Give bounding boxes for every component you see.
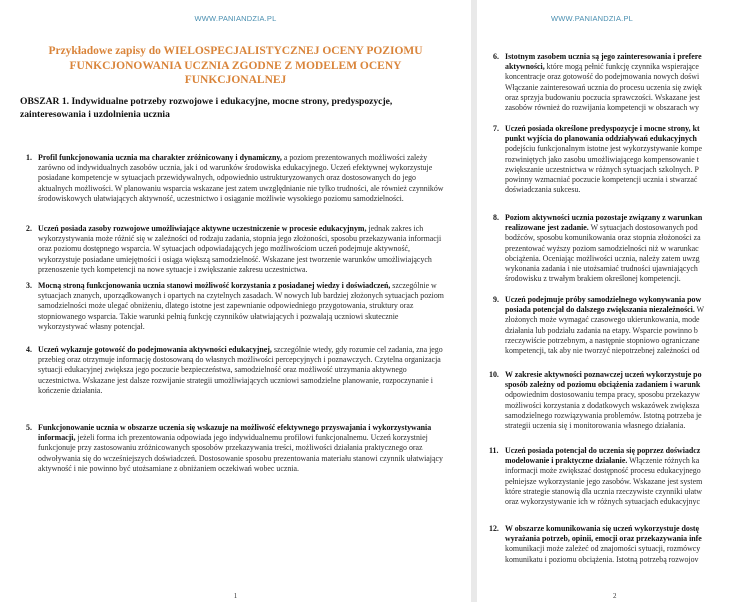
text-line	[505, 295, 750, 305]
document-title: Przykładowe zapisy do WIELOSPECJALISTYCZNEJ OCENY POZIOMU FUNKCJONOWANIA UCZNIA ZGODNE Z MODELEM OCENY FUNKCJONALNEJ	[48, 45, 423, 86]
text-line	[505, 555, 750, 565]
text-line	[505, 497, 750, 507]
item-lead: aktywności,	[505, 62, 545, 72]
text-line	[505, 233, 750, 243]
text-line	[505, 346, 750, 356]
item-number: 6.	[493, 52, 499, 61]
item-number: 2.	[26, 224, 32, 233]
item-text: prezentować wyższy poziom samodzielności niż w warunkac	[505, 243, 699, 253]
item-lead: W zakresie aktywności poznawczej uczeń wykorzystuje po	[505, 370, 702, 379]
text-line	[505, 477, 750, 487]
text-line	[505, 544, 750, 554]
item-text: które strategie stanowią dla ucznia rzeczywiste czynniki ułatw	[505, 486, 702, 496]
item-text: doświadczania sukcesu.	[505, 185, 581, 195]
text-line	[505, 185, 750, 195]
text-line	[505, 390, 750, 400]
item-text: pełniejsze wykorzystanie jego zasobów. Wskazane jest system	[505, 476, 703, 486]
item-text: Włączenie różnych ka	[627, 456, 700, 466]
document-page-2	[477, 0, 750, 602]
text-line	[505, 223, 750, 233]
item-number: 3.	[26, 281, 32, 290]
text-line	[505, 175, 750, 185]
text-line	[505, 103, 750, 113]
item-lead: Uczeń wykazuje gotowość do podejmowania aktywności edukacyjnej,	[38, 345, 272, 354]
item-lead: sposób zależny od poziomu obciążenia zadaniem i warunk	[505, 380, 701, 390]
text-line	[505, 254, 750, 264]
text-line	[505, 411, 750, 421]
item-lead: Poziom aktywności ucznia pozostaje związany z warunkan	[505, 213, 703, 222]
item-text: szczególnie wtedy, gdy rozumie cel zadania, zna jego przebieg oraz otrzymuje informację dostosowaną do własnych możliwości percepcyjnych i poznawczych. Czytelna organizacja sytuacji edukacyjnej zwiększa jego poczucie bezpieczeństwa, samodzielność oraz możliwość utrzymania aktywnego uczestnictwa. Wskazane jest dalsze rozwijanie strategii umożliwiających uczniowi samodzielne planowanie, rozpoczynanie i kończenie działania.	[38, 345, 443, 395]
item-text: zwiększanie uczestnictwa w różnych sytuacjach szkolnych. P	[505, 164, 699, 174]
text-line	[505, 244, 750, 254]
item-number: 11.	[489, 446, 499, 455]
item-text: koncentracje oraz gotowość do podejmowania nowych doświ	[505, 72, 700, 82]
item-text: szczególnie w sytuacjach znanych, uporządkowanych i opartych na czytelnych zasadach. W nowych lub bardziej złożonych sytuacjach poziom samodzielności może ulegać obniżeniu, dlatego istotne jest zapewnianie odpowiedniego przygotowania, struktury oraz stopniowanego wsparcia. Takie warunki pełnią funkcję czynników ułatwiających i pozwalają uczniowi skutecznie wykorzystywać własny potencjał.	[38, 281, 444, 331]
list-item	[26, 345, 446, 396]
item-text: zasobów również do rozwijania kompetencji w obszarach wy	[505, 103, 699, 113]
item-number: 7.	[493, 124, 499, 133]
text-line	[505, 456, 750, 466]
text-line	[505, 466, 750, 476]
item-text: które mogą pełnić funkcję czynnika wspierające	[544, 62, 699, 72]
item-lead: Uczeń posiada zasoby rozwojowe umożliwiające aktywne uczestniczenie w procesie edukacyjnym,	[38, 224, 367, 233]
list-item	[493, 124, 750, 195]
item-number: 1.	[26, 153, 32, 162]
list-item	[26, 224, 446, 275]
item-text: kompetencji, tak aby nie tworzyć niepotrzebnej zależności od	[505, 346, 700, 356]
item-text: oraz wykorzystywanie ich w różnych sytuacjach edukacyjnyc	[505, 497, 700, 507]
item-text: komunikatu i poziomu obciążenia. Istotną potrzebą rozwojov	[505, 554, 699, 564]
text-line	[505, 336, 750, 346]
item-lead: Uczeń podejmuje próby samodzielnego wykonywania pow	[505, 295, 702, 304]
item-text: W sytuacjach dostosowanych pod	[588, 223, 698, 233]
text-line	[505, 487, 750, 497]
list-item	[489, 446, 750, 507]
item-text: informacji może zwiększać dostępność procesu edukacyjnego	[505, 466, 701, 476]
item-text: powinny wzmacniać poczucie kompetencji ucznia i stwarzać	[505, 175, 698, 185]
text-line	[505, 274, 750, 284]
list-item	[26, 423, 446, 474]
item-text: środowisku z trwałym brakiem określonej kompetencji.	[505, 274, 681, 284]
list-item	[489, 370, 750, 431]
page-number: 2	[613, 592, 617, 600]
item-lead: realizowane jest zadanie.	[505, 223, 589, 233]
list-item	[489, 524, 750, 565]
text-line	[505, 380, 750, 390]
item-text: samodzielnego rozwiązywania problemów. Istotną potrzeba je	[505, 410, 702, 420]
text-line	[505, 315, 750, 325]
text-line	[505, 52, 750, 62]
item-lead: wyrażania potrzeb, opinii, emocji oraz przekazywania infe	[505, 534, 702, 544]
item-number: 8.	[493, 213, 499, 222]
text-line	[505, 421, 750, 431]
item-text: jeżeli forma ich prezentowania odpowiada jego indywidualnemu profilowi funkcjonalnemu. Uczeń korzystniej funkcjonuje przy zastosowaniu zróżnicowanych sposobów przekazywania treści, możliwości działania praktycznego oraz odwoływania się do wcześniejszych doświadczeń. Dostosowanie sposobu prezentowania materiału stanowi czynnik ułatwiający aktywność i nie powinno być utożsamiane z obniżaniem oczekiwań wobec ucznia.	[38, 433, 443, 473]
item-lead: posiada potencjał do dalszego zwiększania niezależności.	[505, 305, 695, 315]
item-text: jednak zakres ich wykorzystywania może różnić się w zależności od rodzaju zadania, stopnia jego złożoności, sposobu przekazywania informacji oraz poziomu dostępnego wsparcia. W sytuacjach odpowiadających jego możliwościom uczeń podejmuje aktywność, wykorzystuje posiadane umiejętności i osiąga większą samodzielność. Wskazane jest tworzenie warunków umożliwiających przenoszenie tych kompetencji na nowe sytuacje i zwiększanie zakresu uczestnictwa.	[38, 224, 442, 274]
text-line	[505, 326, 750, 336]
text-line	[505, 93, 750, 103]
item-lead: W obszarze komunikowania się uczeń wykorzystuje dostę	[505, 524, 700, 533]
text-line	[505, 155, 750, 165]
text-line	[505, 401, 750, 411]
item-text: Włączanie zainteresowań ucznia do procesu uczenia się zwięk	[505, 82, 702, 92]
page-number: 1	[233, 592, 238, 600]
text-line	[505, 370, 750, 380]
item-text: działania lub podziału zadania na etapy. Wsparcie powinno b	[505, 325, 698, 335]
item-text: W	[694, 305, 705, 315]
text-line	[505, 72, 750, 82]
item-lead: modelowanie i praktyczne działanie.	[505, 456, 628, 466]
text-line	[505, 446, 750, 456]
item-text: oraz sprzyja budowaniu poczucia sprawczości. Wskazane jest	[505, 92, 701, 102]
item-lead: punkt wyjścia do planowania oddziaływań edukacyjnych	[505, 134, 697, 144]
list-item	[26, 153, 446, 204]
list-item	[493, 213, 750, 284]
item-lead: Istotnym zasobem ucznia są jego zainteresowania i prefere	[505, 52, 702, 61]
site-header[interactable]: WWW.PANIANDZIA.PL	[551, 14, 634, 23]
text-line	[505, 264, 750, 274]
list-item	[26, 281, 446, 332]
text-line	[505, 534, 750, 544]
item-text: wykonania zadania i nie utożsamiać trudności ujawniających	[505, 264, 698, 274]
item-lead: Funkcjonowanie ucznia w obszarze uczenia się wskazuje na możliwość efektywnego przyswajania i wykorzystywania informacji,	[38, 423, 432, 443]
item-number: 12.	[489, 524, 499, 533]
item-text: rozwiniętych jako zasobu umożliwiającego kompensowanie t	[505, 154, 699, 164]
item-number: 4.	[26, 345, 32, 354]
item-text: komunikacji może zależeć od znajomości sytuacji, rozmówcy	[505, 544, 701, 554]
item-number: 9.	[493, 295, 499, 304]
section-heading: OBSZAR 1. Indywidualne potrzeby rozwojowe i edukacyjne, mocne strony, predyspozycje, zainteresowania i uzdolnienia ucznia	[20, 96, 393, 120]
item-text: a poziom prezentowanych możliwości zależy zarówno od indywidualnych zasobów ucznia, jak i od warunków środowiska edukacyjnego. Uczeń efektywnej wykorzystuje posiadane kompetencje w sytuacjach przewidywalnych, odpowiednio ustrukturyzowanych oraz dostosowanych do jego aktualnych możliwości. W planowaniu wsparcia wskazane jest zatem uwzględnianie nie tylko trudności, ale również czynników środowiskowych ułatwiających aktywność, uczestnictwo i osiąganie możliwie wysokiego poziomu samodzielności.	[38, 153, 444, 203]
item-number: 5.	[26, 423, 32, 432]
item-text: rzeczywiście potrzebnym, a następnie stopniowo ograniczane	[505, 335, 700, 345]
item-text: możliwości korzystania z dodatkowych wskazówek zwiększa	[505, 400, 700, 410]
text-line	[505, 165, 750, 175]
text-line	[505, 144, 750, 154]
item-text: strategii uczenia się i monitorowania własnego działania.	[505, 421, 686, 431]
list-item	[493, 52, 750, 113]
item-text: odpowiednim dostosowaniu tempa pracy, sposobu przekazyw	[505, 390, 700, 400]
text-line	[505, 124, 750, 134]
item-lead: Uczeń posiada potencjał do uczenia się poprzez doświadcz	[505, 446, 701, 455]
item-number: 10.	[489, 370, 499, 379]
item-lead: Uczeń posiada określone predyspozycje i mocne strony, kt	[505, 124, 700, 133]
item-text: bodźców, sposobu komunikowania oraz stopnia złożoności za	[505, 233, 701, 243]
item-lead: Profil funkcjonowania ucznia ma charakter zróżnicowany i dynamiczny,	[38, 153, 282, 162]
item-text: podejściu funkcjonalnym istotne jest wykorzystywanie kompe	[505, 144, 703, 154]
item-lead: Mocną stroną funkcjonowania ucznia stanowi możliwość korzystania z posiadanej wiedzy i doświadczeń,	[38, 281, 391, 290]
text-line	[505, 134, 750, 144]
item-text: złożonych może wymagać czasowego ukierunkowania, mode	[505, 315, 700, 325]
item-text: obciążenia. Oceniając możliwości ucznia, należy zatem uwzg	[505, 253, 700, 263]
text-line	[505, 62, 750, 72]
text-line	[505, 524, 750, 534]
site-header[interactable]: WWW.PANIANDZIA.PL	[194, 14, 277, 23]
list-item	[493, 295, 750, 356]
text-line	[505, 83, 750, 93]
text-line	[505, 305, 750, 315]
text-line	[505, 213, 750, 223]
